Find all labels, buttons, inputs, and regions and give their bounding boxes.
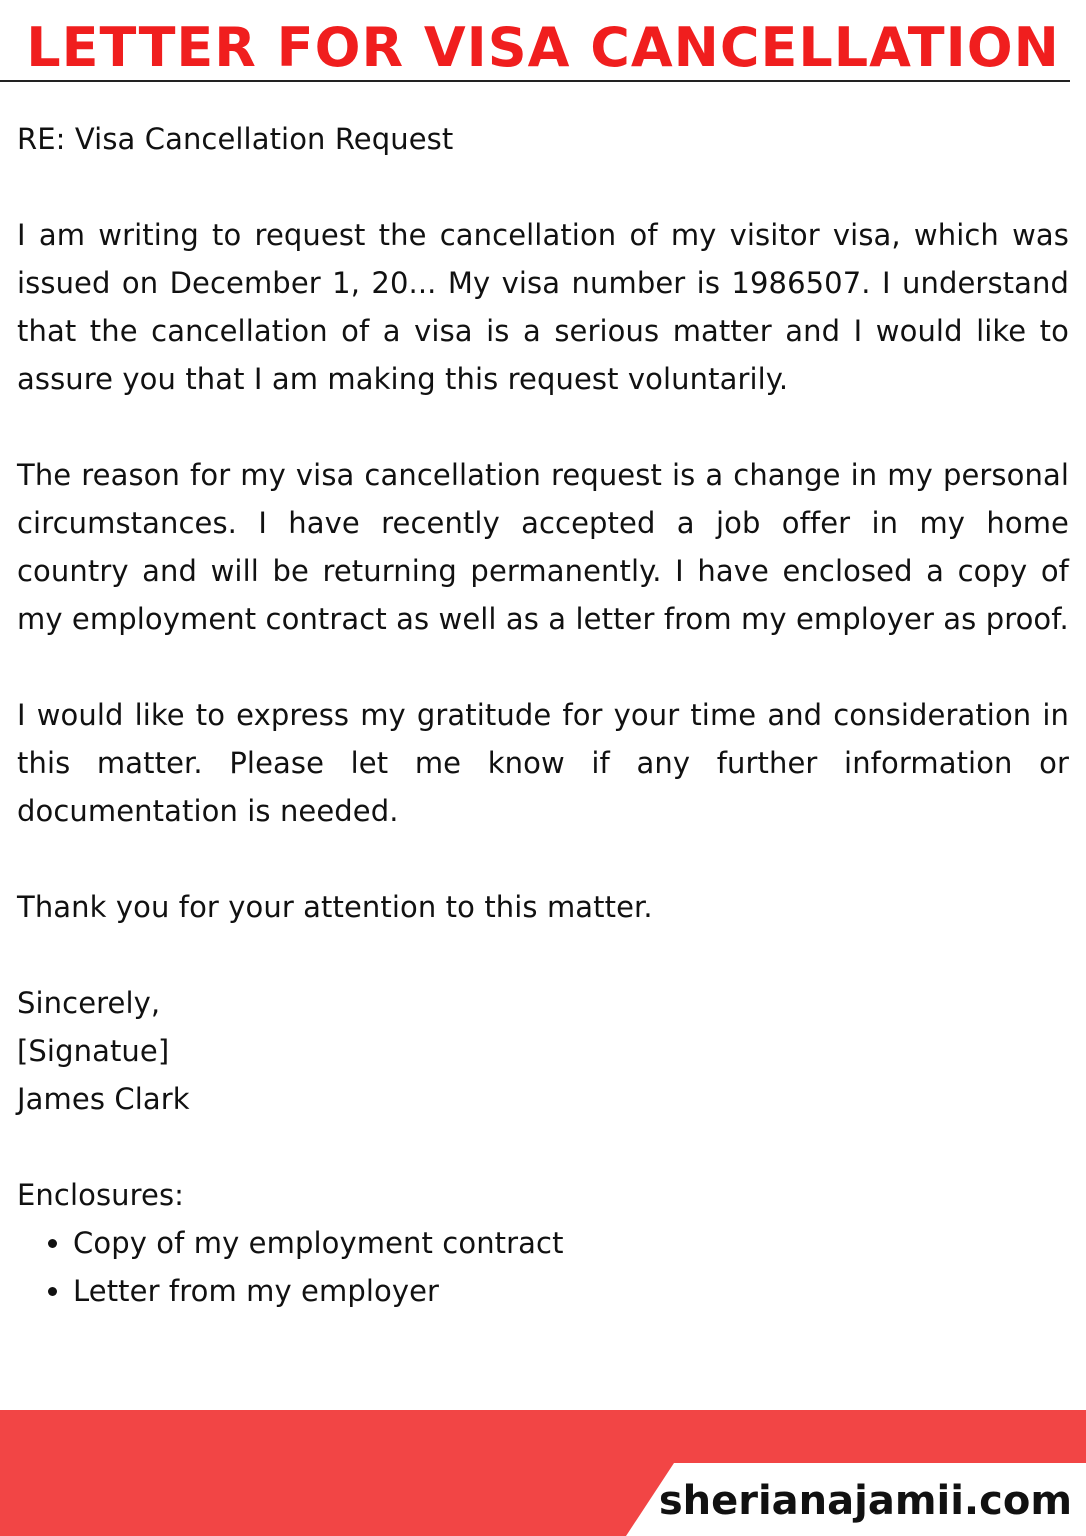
enclosures-label: Enclosures: [17, 1178, 185, 1212]
letter-signature: [Signatue] [17, 1034, 170, 1068]
spacer [17, 643, 1069, 691]
letter-paragraph-2: The reason for my visa cancellation request is a change in my personal circumstances. I have recently accepted a job offer in my home country and will be returning permanently. I have enclosed a copy of my employment contract as well as a letter from my employer as proof. [17, 458, 1069, 636]
letter-thanks: Thank you for your attention to this matter. [17, 890, 653, 924]
page-title: LETTER FOR VISA CANCELLATION [26, 16, 1060, 79]
spacer [17, 1123, 1069, 1171]
letter-paragraph-3: I would like to express my gratitude for your time and consideration in this matter. Please let me know if any further information or documentation is needed. [17, 698, 1069, 828]
list-item: • Letter from my employer [73, 1267, 1069, 1315]
spacer [17, 163, 1069, 211]
spacer [17, 403, 1069, 451]
enclosures-list [17, 1219, 1069, 1315]
letter-sender-name: James Clark [17, 1082, 190, 1116]
list-item: • Copy of my employment contract [73, 1219, 1069, 1267]
title-divider [0, 80, 1070, 82]
spacer [17, 835, 1069, 883]
letter-paragraph-1: I am writing to request the cancellation of my visitor visa, which was issued on December 1, 20... My visa number is 1986507. I understand that the cancellation of a visa is a serious matter and I would like to assure you that I am making this request voluntarily. [17, 218, 1069, 396]
letter-body [17, 115, 1069, 1315]
letter-closing: Sincerely, [17, 986, 161, 1020]
spacer [17, 931, 1069, 979]
footer-website[interactable]: sherianajamii.com [658, 1478, 1072, 1524]
letter-subject: RE: Visa Cancellation Request [17, 122, 454, 156]
